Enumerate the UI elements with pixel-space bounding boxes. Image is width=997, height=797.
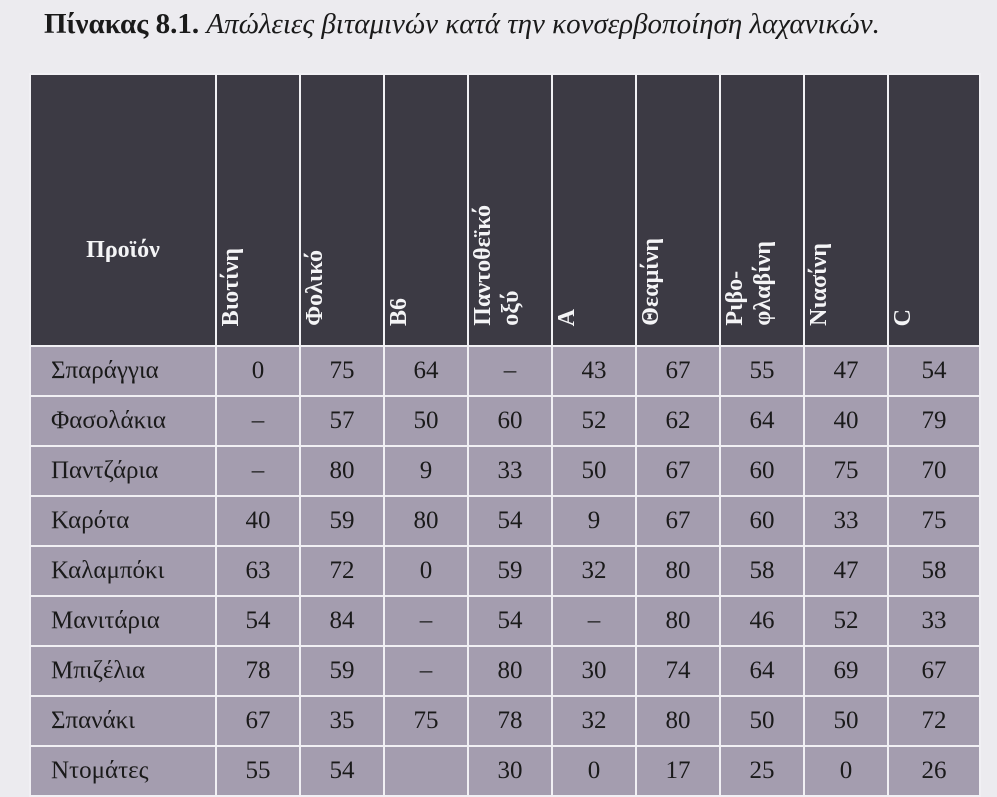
table-cell: 33 [888,596,980,646]
table-cell: 59 [468,546,552,596]
table-cell: 54 [300,746,384,796]
table-cell: 59 [300,646,384,696]
row-product-name: Ντομάτες [30,746,216,796]
table-cell: 75 [300,346,384,396]
table-cell: 54 [888,346,980,396]
table-cell: 64 [720,396,804,446]
table-row [30,746,980,796]
table-cell: 32 [552,546,636,596]
row-product-name: Καρότα [30,496,216,546]
table-cell: 67 [216,696,300,746]
table-cell: 84 [300,596,384,646]
table-cell: 69 [804,646,888,696]
table-cell: 60 [468,396,552,446]
row-product-name: Μανιτάρια [30,596,216,646]
table-cell: 64 [720,646,804,696]
column-header-label: Ριβο- φλαβίνη [722,241,776,326]
table-cell: – [552,596,636,646]
row-product-name: Σπαράγγια [30,346,216,396]
table-cell: 72 [300,546,384,596]
row-product-name: Παντζάρια [30,446,216,496]
table-row [30,596,980,646]
table-row [30,696,980,746]
column-header [300,74,384,346]
table-cell: 64 [384,346,468,396]
table-cell: 79 [888,396,980,446]
column-header-label: Νιασίνη [806,242,832,326]
table-cell: 80 [384,496,468,546]
column-header-label: Θεαμίνη [638,238,664,326]
table-cell: 59 [300,496,384,546]
table-cell: 58 [888,546,980,596]
table-cell: 9 [384,446,468,496]
table-cell: 75 [384,696,468,746]
vitamin-loss-table [29,73,979,784]
table-cell: – [384,646,468,696]
table-row [30,396,980,446]
table-cell: 60 [720,446,804,496]
table-cell: 9 [552,496,636,546]
column-header [216,74,300,346]
table-cell: 54 [216,596,300,646]
table-cell: – [216,396,300,446]
column-header [384,74,468,346]
column-header [552,74,636,346]
row-product-name: Σπανάκι [30,696,216,746]
table-cell: 25 [720,746,804,796]
table-cell: 70 [888,446,980,496]
table-cell: 17 [636,746,720,796]
table-cell: 54 [468,496,552,546]
table-cell: 50 [384,396,468,446]
table-cell [384,746,468,796]
table-cell: 35 [300,696,384,746]
caption-number: Πίνακας 8.1. [44,8,200,40]
column-header [468,74,552,346]
table-cell: 75 [804,446,888,496]
table-cell: 80 [300,446,384,496]
row-product-name: Φασολάκια [30,396,216,446]
table-cell: 80 [636,596,720,646]
row-product-name: Καλαμπόκι [30,546,216,596]
column-header-label: C [890,308,916,326]
table-cell: 80 [636,696,720,746]
column-header [888,74,980,346]
table-cell: 40 [216,496,300,546]
table-cell: 0 [384,546,468,596]
table-row [30,346,980,396]
table-cell: – [384,596,468,646]
table-cell: 60 [720,496,804,546]
column-header [804,74,888,346]
table-cell: 58 [720,546,804,596]
table-cell: 30 [552,646,636,696]
table-cell: 54 [468,596,552,646]
table-cell: 72 [888,696,980,746]
table-cell: 52 [804,596,888,646]
table-cell: 33 [804,496,888,546]
table-cell: 43 [552,346,636,396]
table-cell: 52 [552,396,636,446]
table-cell: 50 [804,696,888,746]
table-cell: – [216,446,300,496]
table-cell: 78 [468,696,552,746]
caption-text: Απώλειες βιταμινών κατά την κονσερβοποίηση λαχανικών. [206,8,880,40]
table-cell: 78 [216,646,300,696]
table-cell: 74 [636,646,720,696]
table-cell: 33 [468,446,552,496]
table-row [30,496,980,546]
table-row [30,646,980,696]
table-header-row [30,74,980,346]
table-cell: 50 [720,696,804,746]
table-cell: 40 [804,396,888,446]
column-header-label: Παντοθεϊκό οξύ [470,205,524,326]
table-cell: – [468,346,552,396]
table-cell: 80 [636,546,720,596]
column-header [636,74,720,346]
table-cell: 32 [552,696,636,746]
table-cell: 46 [720,596,804,646]
column-header-label: Α [554,308,580,326]
table-caption [44,4,880,44]
table-cell: 62 [636,396,720,446]
table-cell: 55 [216,746,300,796]
column-header-label: Βιοτίνη [218,247,244,326]
table-row [30,446,980,496]
table-cell: 67 [888,646,980,696]
table-cell: 0 [216,346,300,396]
table-cell: 30 [468,746,552,796]
column-header-label: Φολικό [302,250,328,326]
column-header-label: B6 [386,297,412,326]
table-body [30,346,980,796]
column-header-product: Προϊόν [30,74,216,346]
table-cell: 67 [636,446,720,496]
table-cell: 50 [552,446,636,496]
row-product-name: Μπιζέλια [30,646,216,696]
table-cell: 67 [636,346,720,396]
table-cell: 75 [888,496,980,546]
table-cell: 55 [720,346,804,396]
table-cell: 47 [804,546,888,596]
table-cell: 26 [888,746,980,796]
column-header [720,74,804,346]
table-cell: 0 [804,746,888,796]
table-cell: 47 [804,346,888,396]
table-cell: 80 [468,646,552,696]
table-cell: 67 [636,496,720,546]
table-cell: 63 [216,546,300,596]
table-cell: 57 [300,396,384,446]
table-row [30,546,980,596]
table-cell: 0 [552,746,636,796]
